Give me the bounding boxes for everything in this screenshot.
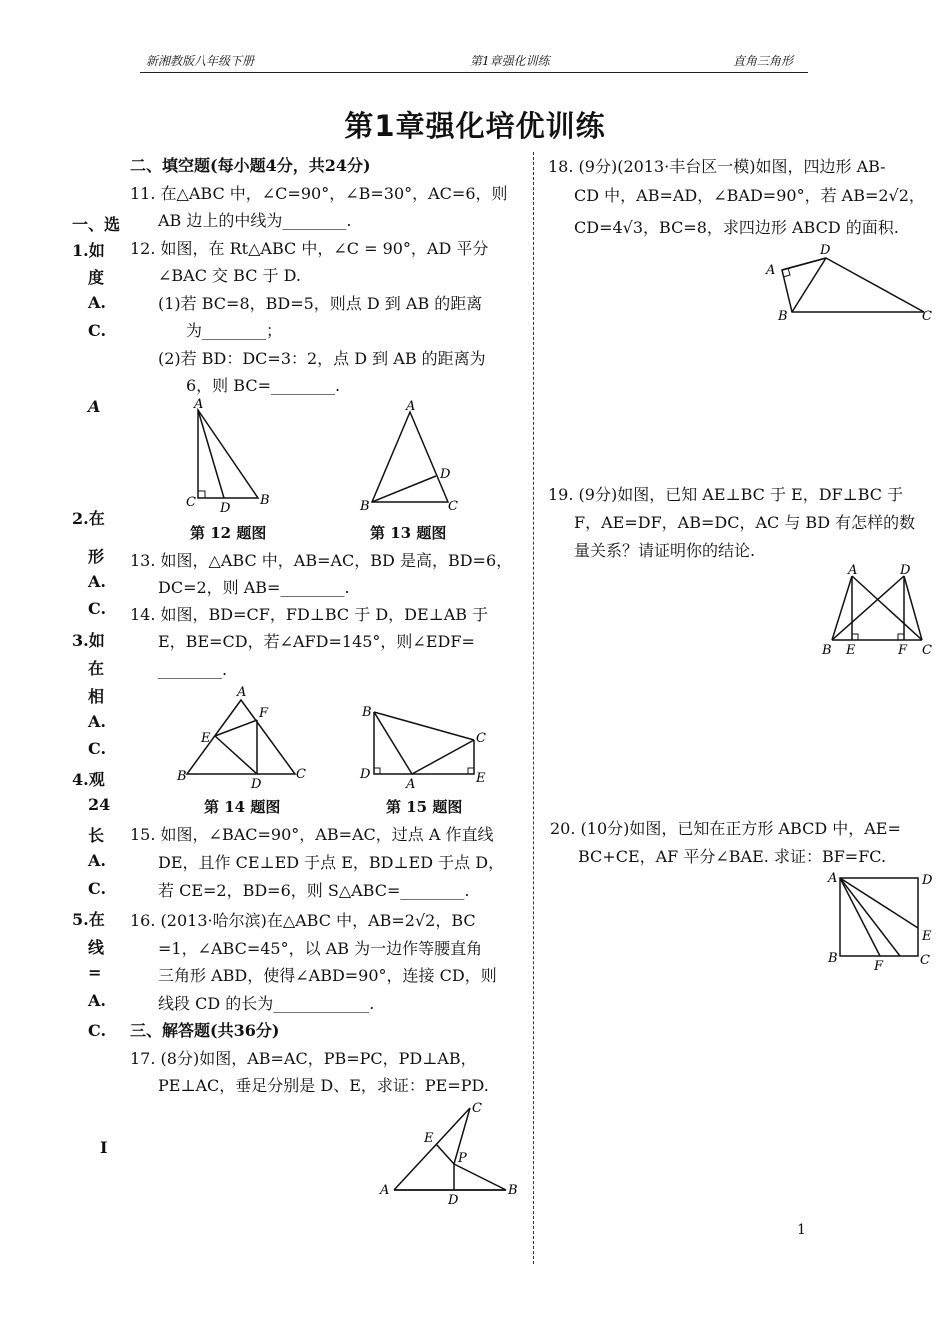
question-14: 14. 如图，BD=CF，FD⊥BC 于 D，DE⊥AB 于 <box>130 605 489 624</box>
label-c: C <box>920 953 930 968</box>
label-e: E <box>922 929 932 944</box>
question-19: 19. (9分)如图，已知 AE⊥BC 于 E，DF⊥BC 于 <box>548 485 904 504</box>
label-a: A <box>194 397 204 412</box>
question-17-line2: PE⊥AC，垂足分别是 D、E，求证：PE=PD. <box>158 1076 489 1095</box>
margin-text: = <box>88 963 102 982</box>
label-f: F <box>259 706 269 721</box>
margin-text: 长 <box>88 826 105 845</box>
figure-12 <box>180 398 290 518</box>
label-a: A <box>828 871 838 886</box>
question-12-line2: ∠BAC 交 BC 于 D. <box>158 266 301 285</box>
question-11: 11. 在△ABC 中，∠C=90°，∠B=30°，AC=6，则 <box>130 184 508 203</box>
label-c: C <box>296 767 306 782</box>
label-b: B <box>778 309 788 324</box>
column-divider <box>533 152 534 1264</box>
margin-text: C. <box>88 321 107 340</box>
header-right: 直角三角形 <box>733 54 794 68</box>
header-left: 新湘教版八年级下册 <box>146 54 255 68</box>
label-c: C <box>922 309 932 324</box>
label-b: B <box>360 499 370 514</box>
margin-text: 4.观 <box>72 770 105 789</box>
margin-text: 一、选 <box>72 215 121 234</box>
margin-text: A. <box>88 712 106 731</box>
question-12-part2: (2)若 BD：DC=3：2，点 D 到 AB 的距离为 <box>158 349 486 368</box>
question-19-line3: 量关系？请证明你的结论. <box>574 541 756 560</box>
question-15-line2: DE，且作 CE⊥ED 于点 E，BD⊥ED 于点 D， <box>158 853 505 872</box>
label-d: D <box>440 467 451 482</box>
caption-fig14: 第 14 题图 <box>204 798 281 816</box>
section-heading: 二、填空题(每小题4分，共24分) <box>130 156 371 175</box>
question-13: 13. 如图，△ABC 中，AB=AC，BD 是高，BD=6， <box>130 551 513 570</box>
margin-text: I <box>100 1138 108 1157</box>
figure-18 <box>760 240 940 330</box>
label-d: D <box>900 563 911 578</box>
question-17: 17. (8分)如图，AB=AC，PB=PC，PD⊥AB， <box>130 1049 477 1068</box>
question-11-line2: AB 边上的中线为________. <box>158 211 352 230</box>
margin-text: 2.在 <box>72 509 105 528</box>
label-d: D <box>360 767 371 782</box>
margin-text: 1.如 <box>72 241 105 260</box>
label-b: B <box>362 705 372 720</box>
label-b: B <box>177 769 187 784</box>
label-d: D <box>220 501 231 516</box>
margin-text: C. <box>88 739 107 758</box>
caption-fig13: 第 13 题图 <box>370 524 447 542</box>
question-14-line2: E，BE=CD，若∠AFD=145°，则∠EDF= <box>158 632 475 651</box>
question-13-line2: DC=2，则 AB=________. <box>158 578 350 597</box>
question-18-line2: CD 中，AB=AD，∠BAD=90°，若 AB=2√2， <box>574 186 925 205</box>
question-18-line3: CD=4√3，BC=8，求四边形 ABCD 的面积. <box>574 218 899 237</box>
margin-text: 5.在 <box>72 910 105 929</box>
figure-15 <box>356 700 496 795</box>
label-d: D <box>448 1193 459 1208</box>
label-a: A <box>848 563 858 578</box>
header-rule <box>140 72 808 73</box>
question-12-part2-line2: 6，则 BC=________. <box>186 376 341 395</box>
figure-14 <box>175 684 315 794</box>
label-d: D <box>820 243 831 258</box>
caption-fig15: 第 15 题图 <box>386 798 463 816</box>
margin-text: C. <box>88 879 107 898</box>
question-20-line2: BC+CE，AF 平分∠BAE. 求证：BF=FC. <box>578 847 887 866</box>
label-c: C <box>476 731 486 746</box>
question-12-part1: (1)若 BC=8，BD=5，则点 D 到 AB 的距离 <box>158 294 483 313</box>
label-f: F <box>898 643 908 658</box>
figure-20 <box>824 868 944 978</box>
label-c: C <box>922 643 932 658</box>
label-b: B <box>508 1183 518 1198</box>
label-b: B <box>260 493 270 508</box>
label-p: P <box>458 1151 467 1166</box>
label-a: A <box>406 399 416 414</box>
label-c: C <box>472 1101 482 1116</box>
margin-text: 在 <box>88 659 105 678</box>
figure-19 <box>818 562 938 662</box>
label-a: A <box>237 685 247 700</box>
label-b: B <box>822 643 832 658</box>
question-12-part1-line2: 为________； <box>186 321 283 340</box>
label-e: E <box>201 731 211 746</box>
question-16: 16. (2013·哈尔滨)在△ABC 中，AB=2√2，BC <box>130 911 476 930</box>
label-d: D <box>922 873 933 888</box>
question-18: 18. (9分)(2013·丰台区一模)如图，四边形 AB- <box>548 157 886 176</box>
margin-text: 相 <box>88 687 105 706</box>
label-e: E <box>424 1131 434 1146</box>
label-a: A <box>766 263 776 278</box>
caption-fig12: 第 12 题图 <box>190 524 267 542</box>
label-e: E <box>846 643 856 658</box>
label-a: A <box>380 1183 390 1198</box>
margin-text: 24 <box>88 795 111 814</box>
figure-13 <box>360 398 470 518</box>
margin-text: A <box>88 397 101 416</box>
margin-text: 形 <box>88 547 105 566</box>
question-16-line2: =1，∠ABC=45°，以 AB 为一边作等腰直角 <box>158 939 483 958</box>
question-20: 20. (10分)如图，已知在正方形 ABCD 中，AE= <box>550 819 901 838</box>
margin-text: C. <box>88 1021 107 1040</box>
section-heading: 三、解答题(共36分) <box>130 1021 280 1040</box>
label-e: E <box>476 771 486 786</box>
label-b: B <box>828 951 838 966</box>
header-center: 第1章强化训练 <box>470 54 550 68</box>
margin-text: A. <box>88 991 106 1010</box>
question-15: 15. 如图，∠BAC=90°，AB=AC，过点 A 作直线 <box>130 825 494 844</box>
margin-text: 3.如 <box>72 631 105 650</box>
label-a: A <box>406 777 416 792</box>
label-c: C <box>448 499 458 514</box>
question-16-line3: 三角形 ABD，使得∠ABD=90°，连接 CD，则 <box>158 966 497 985</box>
question-16-line4: 线段 CD 的长为____________. <box>158 994 375 1013</box>
label-f: F <box>874 959 884 974</box>
question-15-line3: 若 CE=2，BD=6，则 S△ABC=________. <box>158 881 470 900</box>
figure-17 <box>378 1098 528 1208</box>
label-d: D <box>251 777 262 792</box>
margin-text: A. <box>88 572 106 591</box>
margin-text: A. <box>88 851 106 870</box>
question-19-line2: F，AE=DF，AB=DC，AC 与 BD 有怎样的数 <box>574 513 916 532</box>
page-title: 第1章强化培优训练 <box>344 109 606 143</box>
margin-text: 线 <box>88 938 105 957</box>
margin-text: 度 <box>88 268 105 287</box>
margin-text: C. <box>88 599 107 618</box>
margin-text: A. <box>88 293 106 312</box>
label-c: C <box>186 495 196 510</box>
question-14-line3: ________. <box>158 660 228 679</box>
page-number: 1 <box>797 1222 806 1238</box>
question-12: 12. 如图，在 Rt△ABC 中，∠C = 90°，AD 平分 <box>130 239 489 258</box>
